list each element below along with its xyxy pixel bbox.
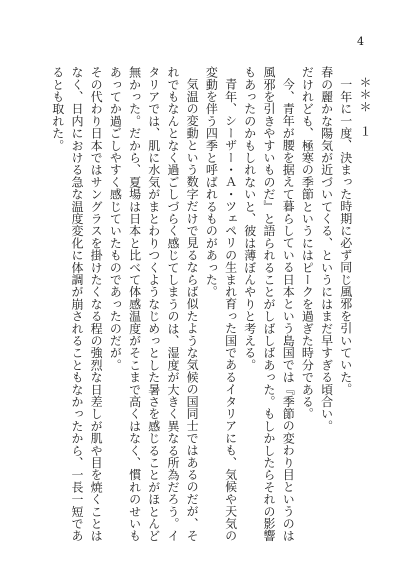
paragraph: 一年に一度、決まった時期に必ず同じ風邪を引いていた。 — [338, 78, 353, 396]
paragraph: 今、青年が腰を据えて暮らしている日本という島国では『季節の変わり目というのは風邪を引きやすいものだ』と語られることがしばしばあった。もしかしたらそれの影響もあったのかもしれないと、彼は薄ぼんやりと考える。 — [242, 66, 296, 542]
body-text — [34, 66, 374, 546]
paragraph: 春の麗かな陽気が近づいてくる、というにはまだ早すぎる頃合い。 — [319, 66, 334, 432]
page-number: 4 — [357, 35, 364, 48]
paragraph: だけれども、極寒の季節というにはピークを過ぎた時分である。 — [300, 66, 315, 420]
paragraph: 青年、シーザー・Ａ・ツェペリの生まれ育った国であるイタリアにも、気候や天気の変動を伴う四季と呼ばれるものがあった。 — [204, 66, 238, 542]
paragraph: その代わり日本ではサングラスを掛けたくなる程の強烈な日差しが肌や目を焼くことはなく、日内における急な温度変化に体調が崩されることもなかったから、一長一短であるとも取れた。 — [50, 66, 104, 542]
section-heading: ＊＊＊ １ — [358, 76, 372, 137]
paragraph: 気温の変動という数字だけで見るならば似たような気候の国同士ではあるのだが、それでもなんとなく過ごしづらく感じてしまうのは、湿度が大きく異なる所為だろう。イタリアでは、肌に水気がまとわりつくようなじめっとした暑さを感じることがほとんど無かった。だから、夏場は日本と比べて体感温度がそこまで高くはなく、慣れのせいもあってか過ごしやすく感じていたものであったのだが。 — [108, 66, 200, 542]
